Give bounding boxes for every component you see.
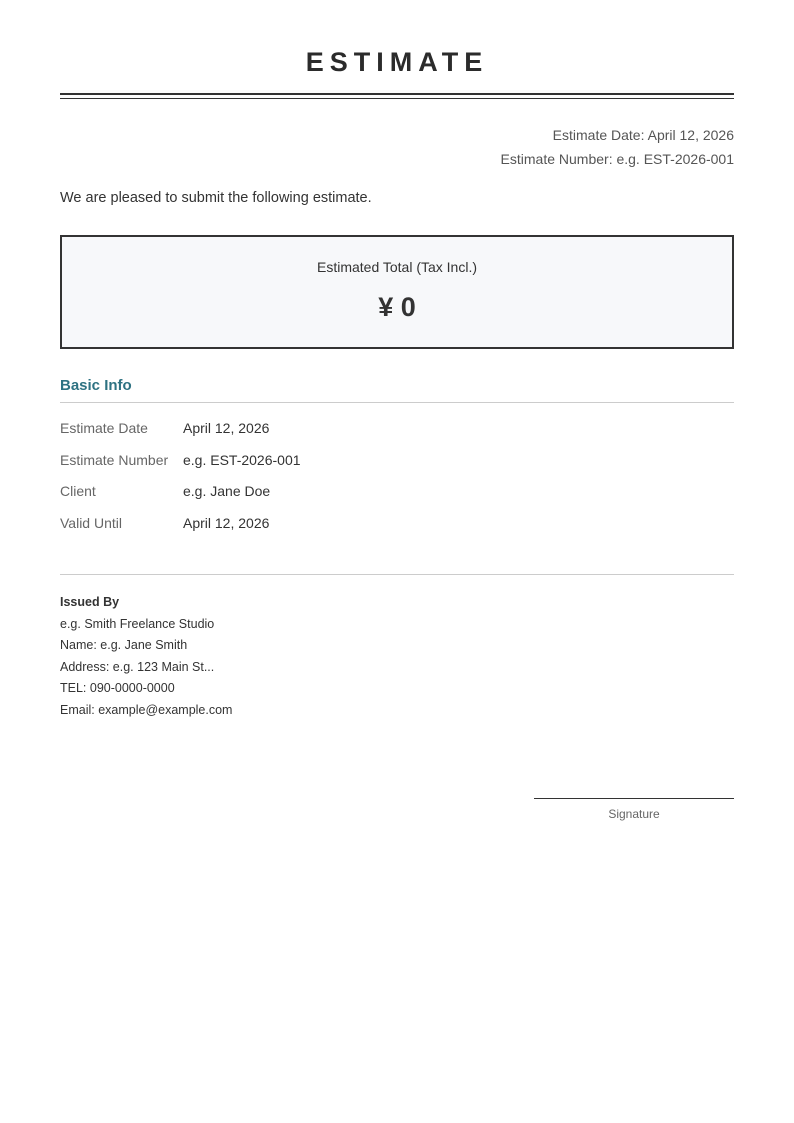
issuer-block (60, 592, 232, 721)
info-label: Estimate Date (60, 420, 148, 436)
info-row-valid-until (60, 511, 734, 543)
basic-info-divider (60, 402, 734, 403)
intro-text: We are pleased to submit the following estimate. (60, 190, 372, 206)
total-label: Estimated Total (Tax Incl.) (316, 259, 478, 275)
issuer-tel: TEL: 090-0000-0000 (60, 681, 175, 695)
estimate-meta (501, 123, 734, 171)
basic-info-heading: Basic Info (60, 377, 132, 394)
info-value: April 12, 2026 (183, 420, 270, 436)
basic-info-table (60, 416, 734, 542)
estimate-number-line: Estimate Number: e.g. EST-2026-001 (500, 151, 734, 167)
issuer-email: Email: example@example.com (60, 702, 233, 717)
issuer-company: e.g. Smith Freelance Studio (60, 616, 215, 631)
issuer-divider (60, 574, 734, 575)
info-label: Client (60, 483, 96, 499)
info-row-estimate-number (60, 448, 734, 480)
info-label: Estimate Number (60, 451, 169, 468)
issuer-name: Name: e.g. Jane Smith (60, 638, 188, 652)
issuer-heading: Issued By (60, 595, 120, 609)
total-amount: ¥ 0 (378, 292, 416, 322)
title-divider (60, 93, 734, 99)
issuer-address: Address: e.g. 123 Main St... (60, 659, 215, 674)
info-row-client (60, 479, 734, 511)
info-value: e.g. EST-2026-001 (183, 451, 301, 468)
info-value: e.g. Jane Doe (183, 483, 271, 499)
document-title: ESTIMATE (305, 47, 489, 77)
info-value: April 12, 2026 (183, 514, 270, 531)
info-label: Valid Until (60, 514, 122, 531)
info-row-estimate-date (60, 416, 734, 448)
signature-line (534, 798, 734, 799)
estimate-date-line: Estimate Date: April 12, 2026 (552, 127, 734, 143)
estimated-total-box (60, 235, 734, 349)
signature-label: Signature (608, 807, 660, 821)
